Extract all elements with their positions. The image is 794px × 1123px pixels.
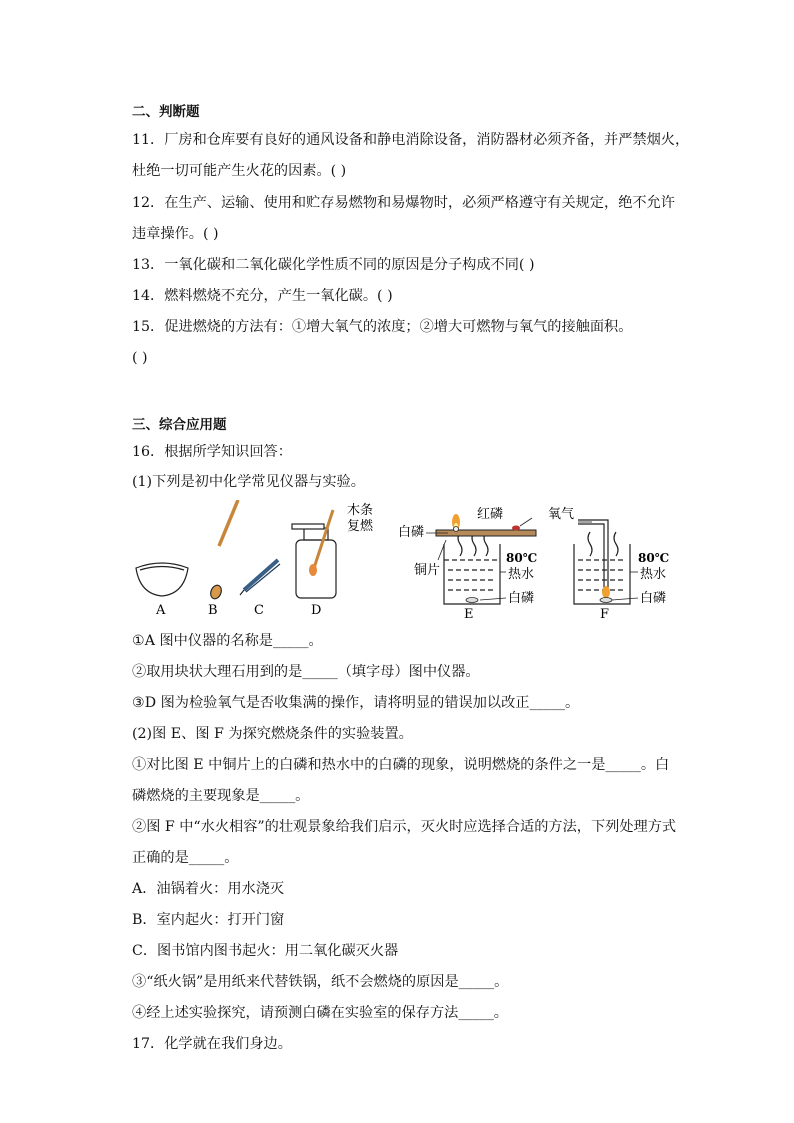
q16-1-a: ①A 图中仪器的名称是_____。: [132, 633, 323, 649]
red-phosphorus-icon: [512, 526, 520, 531]
f-oxygen: 氧气: [548, 507, 575, 522]
white-phosphorus-icon: [466, 598, 478, 603]
q14: 14．燃料燃烧不充分，产生一氧化碳。( ): [132, 288, 393, 304]
f-temp: 80℃: [638, 551, 670, 565]
q16-1-c: ③D 图为检验氧气是否收集满的操作，请将明显的错误加以改正_____。: [132, 695, 580, 711]
e-white-phosphorus-bottom: 白磷: [508, 591, 535, 606]
e-red-phosphorus: 红磷: [477, 507, 504, 522]
q16-2-b-line1: ②图 F 中“水火相容”的壮观景象给我们启示，灭火时应选择合适的方法，下列处理方式: [132, 819, 677, 835]
q17: 17．化学就在我们身边。: [132, 1036, 292, 1052]
oxygen-tube-icon: [578, 520, 608, 596]
q16-2-d: ④经上述实验探究，请预测白磷在实验室的保存方法_____。: [132, 1005, 508, 1021]
e-temp: 80℃: [506, 551, 538, 565]
q16-part2-intro: (2)图 E、图 F 为探究燃烧条件的实验装置。: [132, 726, 413, 742]
e-white-phosphorus-top: 白磷: [398, 525, 425, 540]
q16-2-b-line2: 正确的是_____。: [132, 850, 239, 866]
q16-1-b: ②取用块状大理石用到的是_____（填字母）图中仪器。: [132, 664, 480, 680]
q16-2-c: ③“纸火锅”是用纸来代替铁锅，纸不会燃烧的原因是_____。: [132, 974, 509, 990]
label-a: A: [156, 603, 166, 618]
q15-line2: ( ): [132, 350, 148, 366]
q11-line1: 11．厂房和仓库要有良好的通风设备和静电消除设备，消防器材必须齐备，并严禁烟火，: [132, 132, 690, 148]
label-d: D: [311, 603, 322, 618]
beaker-f-icon: [574, 532, 630, 604]
label-c: C: [254, 603, 264, 618]
q12-line2: 违章操作。( ): [132, 226, 219, 242]
q16: 16．根据所学知识回答：: [132, 444, 292, 460]
q16-2-a-line1: ①对比图 E 中铜片上的白磷和热水中的白磷的现象，说明燃烧的条件之一是_____。白: [132, 757, 670, 773]
q15-line1: 15．促进燃烧的方法有：①增大氧气的浓度；②增大可燃物与氧气的接触面积。: [132, 319, 633, 335]
q16-part1-intro: (1)下列是初中化学常见仪器与实验。: [132, 474, 365, 490]
gas-bottle-icon: [292, 524, 336, 598]
e-copper: 铜片: [414, 563, 441, 578]
d-note-splint: 木条: [347, 503, 374, 518]
medicine-spoon-icon: [209, 500, 238, 600]
section-heading-application: 三、综合应用题: [132, 417, 227, 433]
tweezers-icon: [240, 560, 280, 595]
q12-line1: 12．在生产、运输、使用和贮存易燃物和易爆物时，必须严格遵守有关规定，绝不允许: [132, 195, 675, 211]
wooden-splint-icon: [309, 510, 333, 576]
section-heading-judgment: 二、判断题: [132, 104, 200, 120]
label-b: B: [208, 603, 218, 618]
copper-plate-icon: [436, 530, 536, 536]
option-a: A．油锅着火：用水浇灭: [132, 881, 285, 897]
flame-f-icon: [602, 586, 610, 598]
q13: 13．一氧化碳和二氧化碳化学性质不同的原因是分子构成不同( ): [132, 257, 535, 273]
evaporating-dish-icon: [136, 563, 188, 596]
beaker-e-icon: [444, 532, 500, 604]
label-f: F: [600, 607, 610, 622]
option-c: C．图书馆内图书起火：用二氧化碳灭火器: [132, 943, 399, 959]
option-b: B．室内起火：打开门窗: [132, 912, 285, 928]
q11-line2: 杜绝一切可能产生火花的因素。( ): [132, 163, 347, 179]
f-hot-water: 热水: [640, 567, 667, 582]
lab-apparatus-figure: [128, 500, 688, 630]
d-note-relight: 复燃: [347, 519, 374, 534]
f-white-phosphorus: 白磷: [640, 591, 667, 606]
label-e: E: [464, 607, 474, 622]
e-hot-water: 热水: [508, 567, 535, 582]
q16-2-a-line2: 磷燃烧的主要现象是_____。: [132, 788, 310, 804]
